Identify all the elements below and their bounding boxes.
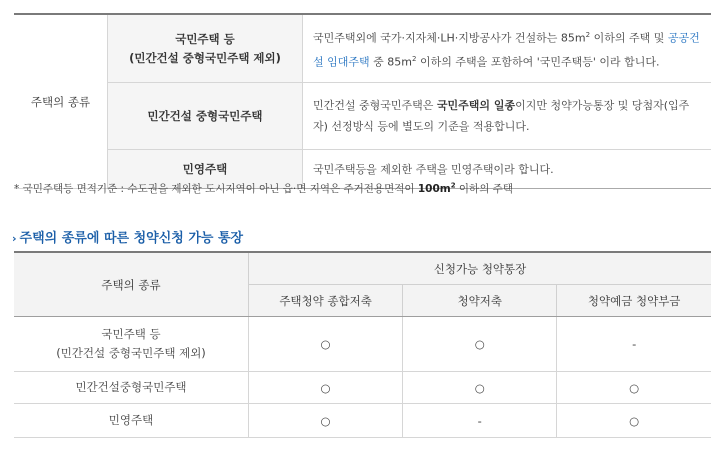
eligibility-table bbox=[14, 251, 711, 438]
desc-text: 이하의 주택 및 bbox=[590, 31, 668, 45]
category-label: 주택의 종류 bbox=[14, 14, 108, 189]
footnote-text: * 국민주택등 면적기준 : 수도권을 제외한 도시지역이 아닌 읍·면 지역은 주거전용면적이 bbox=[14, 183, 418, 195]
header-row bbox=[14, 252, 711, 285]
type-label: 민간건설중형국민주택 bbox=[75, 380, 187, 394]
section-title bbox=[12, 227, 243, 246]
housing-types-table bbox=[14, 13, 711, 189]
table-row bbox=[14, 404, 711, 438]
eligibility-mark: ○ bbox=[249, 404, 403, 438]
type-label: 민영주택 bbox=[108, 413, 154, 427]
eligibility-mark: ○ bbox=[557, 372, 711, 404]
type-label: 국민주택 등 bbox=[101, 327, 161, 341]
eligibility-mark: ○ bbox=[249, 372, 403, 404]
table-row bbox=[14, 317, 711, 372]
footnote-text: 이하의 주택 bbox=[455, 183, 513, 195]
col-header: 청약저축 bbox=[403, 285, 557, 317]
desc-text: 민간건설 중형국민주택은 bbox=[313, 99, 437, 112]
footnote-bold: 100m bbox=[417, 183, 451, 195]
public-rental-link[interactable]: 공공건설 임대주택 bbox=[313, 31, 700, 69]
type-description bbox=[303, 83, 712, 150]
desc-text: 국민주택등을 제외한 주택을 민영주택이라 합니다. bbox=[313, 162, 554, 176]
type-cell bbox=[108, 83, 303, 150]
desc-text: 이지만 청약가능통장 및 당첨자(입주자) 선정방식 등에 별도의 기준을 적용합니다. bbox=[313, 99, 690, 133]
superscript: 2 bbox=[585, 30, 591, 39]
chevron-right-icon: › bbox=[12, 232, 17, 245]
eligibility-mark: ○ bbox=[249, 317, 403, 372]
eligibility-mark: ○ bbox=[557, 404, 711, 438]
desc-text: 중 85m bbox=[369, 55, 412, 69]
col-type-header: 주택의 종류 bbox=[14, 252, 249, 317]
eligibility-mark: ○ bbox=[403, 317, 557, 372]
type-sublabel: (민간건설 중형국민주택 제외) bbox=[129, 50, 281, 65]
type-label: 국민주택 등 bbox=[175, 31, 235, 46]
type-label: 민간건설 중형국민주택 bbox=[147, 108, 263, 123]
eligibility-mark: - bbox=[403, 404, 557, 438]
table-row bbox=[14, 83, 711, 150]
superscript: 2 bbox=[411, 54, 417, 63]
type-sublabel: (민간건설 중형국민주택 제외) bbox=[56, 346, 206, 360]
type-cell bbox=[14, 404, 249, 438]
desc-text: 국민주택외에 국가·지자체·LH·지방공사가 건설하는 85m bbox=[313, 31, 586, 45]
desc-bold-text: 국민주택의 일종 bbox=[436, 99, 516, 112]
area-footnote bbox=[14, 181, 513, 196]
type-description bbox=[303, 14, 712, 83]
col-header: 청약예금 청약부금 bbox=[557, 285, 711, 317]
eligibility-mark: - bbox=[557, 317, 711, 372]
type-cell bbox=[14, 317, 249, 372]
group-header: 신청가능 청약통장 bbox=[249, 252, 712, 285]
type-cell bbox=[108, 14, 303, 83]
eligibility-mark: ○ bbox=[403, 372, 557, 404]
table-row bbox=[14, 14, 711, 83]
col-header: 주택청약 종합저축 bbox=[249, 285, 403, 317]
desc-text: 이하의 주택을 포함하여 '국민주택등' 이라 합니다. bbox=[416, 55, 660, 69]
superscript: 2 bbox=[450, 181, 456, 190]
type-label: 민영주택 bbox=[182, 161, 228, 176]
table-row bbox=[14, 372, 711, 404]
type-cell bbox=[14, 372, 249, 404]
section-title-text: 주택의 종류에 따른 청약신청 가능 통장 bbox=[19, 231, 244, 246]
